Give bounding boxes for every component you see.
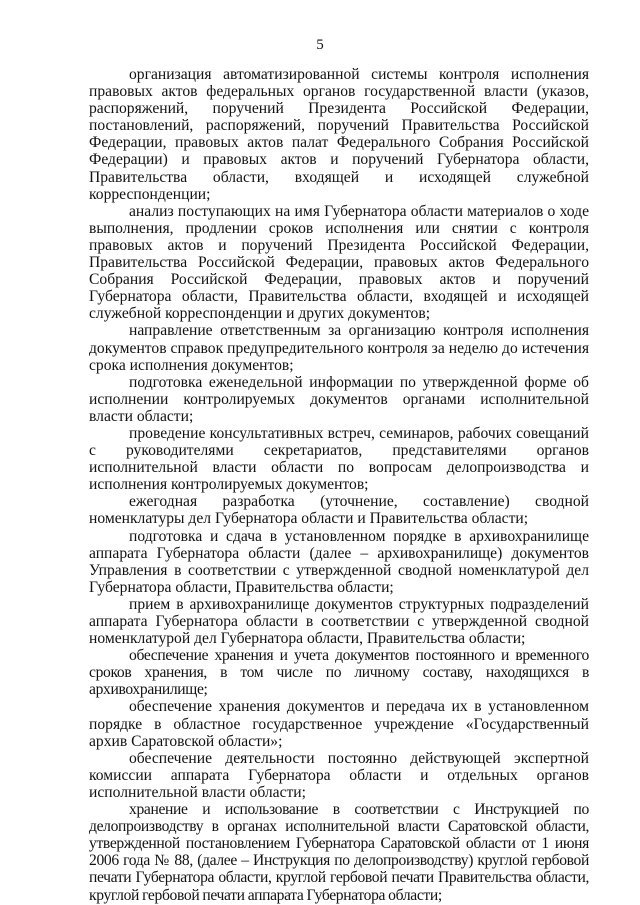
paragraph-archive-submission: подготовка и сдача в установленном порядке в архивохранилище аппарата Губернатора области (далее – архивохранилище) документов Управления в соответствии с утвержденной сводной номенклатурой дел Губернатора области, Правительства области; xyxy=(89,527,589,596)
paragraph-weekly-information: подготовка еженедельной информации по утвержденной форме об исполнении контролируемых документов органами исполнительной власти области; xyxy=(89,373,589,425)
paragraph-archive-reception: прием в архивохранилище документов структурных подразделений аппарата Губернатора области в соответствии с утвержденной сводной номенклатурой дел Губернатора области, Правительства области; xyxy=(89,595,589,648)
paragraph-nomenclature: ежегодная разработка (уточнение, составление) сводной номенклатуры дел Губернатора области и Правительства области; xyxy=(89,493,589,528)
paragraph-consultative-meetings: проведение консультативных встреч, семинаров, рабочих совещаний с руководителями секретариатов, представителями органов исполнительной власти области по вопросам делопроизводства и исполнения контролируемых документов; xyxy=(89,424,589,494)
document-body xyxy=(89,66,589,904)
paragraph-materials-analysis: анализ поступающих на имя Губернатора области материалов о ходе выполнения, продлении сроков исполнения или снятии с контроля правовых актов и поручений Президента Российской Федерации, Правительства Российской Федерации, правовых актов Федерального Собрания Российской Федерации, правовых актов и поручений Губернатора области, Правительства области, входящей и исходящей служебной корреспонденции и других документов; xyxy=(89,202,589,323)
paragraph-seals-usage: хранение и использование в соответствии с Инструкцией по делопроизводству в органах исполнительной власти Саратовской области, утвержденной постановлением Губернатора Саратовской области от 1 июня 2006 года № 88, (далее – Инструкция по делопроизводству) круглой гербовой печати Губернатора области, круглой гербовой печати Правительства области, круглой гербовой печати аппарата Губернатора области; xyxy=(89,801,589,904)
paragraph-state-archive-transfer: обеспечение хранения документов и передача их в установленном порядке в областное государственное учреждение «Государственный архив Саратовской области»; xyxy=(89,698,589,750)
paragraph-control-system: организация автоматизированной системы контроля исполнения правовых актов федеральных органов государственной власти (указов, распоряжений, поручений Президента Российской Федерации, постановлений, распоряжений, поручений Правительства Российской Федерации, правовых актов палат Федерального Собрания Российской Федерации) и правовых актов и поручений Губернатора области, Правительства области, входящей и исходящей служебной корреспонденции; xyxy=(89,66,589,203)
paragraph-preventive-control: направление ответственным за организацию контроля исполнения документов справок предупредительного контроля за неделю до истечения срока исполнения документов; xyxy=(89,322,589,374)
page-number: 5 xyxy=(316,37,324,53)
paragraph-expert-commission: обеспечение деятельности постоянно действующей экспертной комиссии аппарата Губернатора области и отдельных органов исполнительной власти области; xyxy=(89,749,589,801)
paragraph-storage-accounting: обеспечение хранения и учета документов постоянного и временного сроков хранения, в том числе по личному составу, находящихся в архивохранилище; xyxy=(89,647,589,699)
